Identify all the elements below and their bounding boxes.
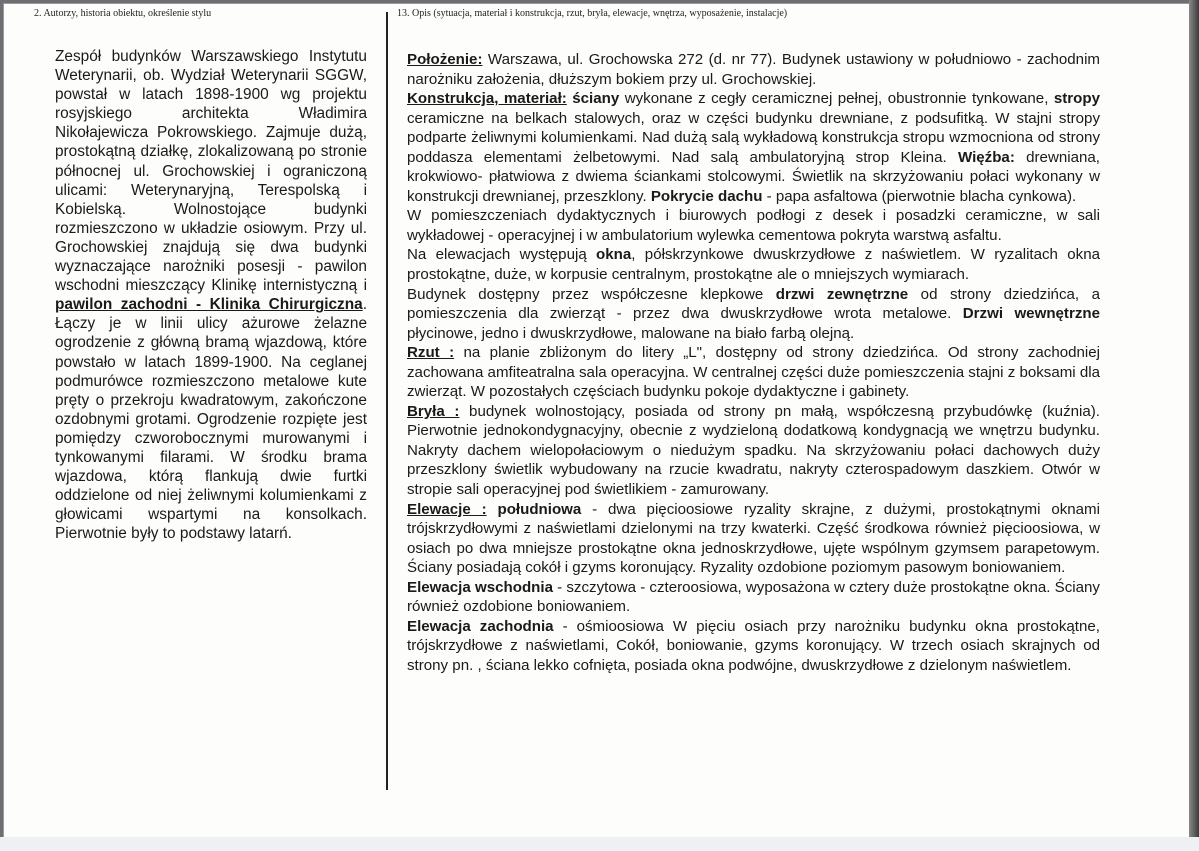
- description-column: [407, 50, 1100, 676]
- section-west-elevation: [407, 617, 1100, 676]
- windows-text: , półskrzynkowe dwuskrzydłowe z naświetlem. W ryzalitach okna prostokątne, duże, w korpusie centralnym, prostokątne ale o mniejszych wymiarach.: [407, 246, 1100, 284]
- label-construction: Konstrukcja, materiał:: [407, 90, 567, 108]
- history-text-a: Zespół budynków Warszawskiego Instytutu Weterynarii, ob. Wydział Weterynarii SGGW, powstał w latach 1898-1900 wg projektu rosyjskiego architekta Władimira Nikołajewicza Pokrowskiego. Zajmuje dużą, prostokątną działkę, zlokalizowaną po stronie północnej ul. Grochowskiej i ograniczoną ulicami: Weterynaryjną, Terespolską i Kobielską. Wolnostojące budynki rozmieszczono w układzie osiowym. Przy ul. Grochowskiej znajdują się dwa budynki wyznaczające narożniki posesji - pawilon wschodni mieszczący Klinikę internistyczną i: [55, 48, 367, 295]
- history-paragraph: [55, 47, 367, 543]
- section-floors: W pomieszczeniach dydaktycznych i biurowych podłogi z desek i posadzki ceramiczne, w sali wykładowej - operacyjnej i w ambulatorium wylewka cementowa pokryta warstwą asfaltu.: [407, 207, 1100, 244]
- section-east-elevation: [407, 578, 1100, 617]
- construction-text: - papa asfaltowa (pierwotnie blacha cynkowa).: [762, 187, 1077, 205]
- windows-text: Na elewacjach występują: [407, 246, 597, 264]
- term-ceilings: stropy: [1053, 90, 1100, 108]
- section-construction: [407, 89, 1100, 206]
- doors-text: płycinowe, jedno i dwuskrzydłowe, malowane na biało farbą olejną.: [407, 324, 855, 342]
- west-elevation-text: - ośmioosiowa W pięciu osiach przy narożniku budynku okna prostokątne, trójskrzydłowe z naświetlami, Cokół, boniowanie, gzyms koronujący. W trzech osiach skrajnych od strony pn. , ściana lekko cofnięta, posiada okna podwójne, dwuskrzydłowe z dzielonym naświetlem.: [407, 617, 1100, 674]
- term-windows: okna: [596, 246, 632, 264]
- history-text-b: . Łączy je w linii ulicy ażurowe żelazne ogrodzenie z główną bramą wjazdową, które powstało w latach 1899-1900. Na ceglanej podmurówce rozmieszczono metalowe kute pręty o przekroju kwadratowym, zakończone ozdobnymi grotami. Ogrodzenie rozpięte jest pomiędzy czworobocznymi murowanymi i tynkowanymi filarami. W środku brama wjazdowa, którą flankują dwie furtki oddzielone od niej żeliwnymi kolumienkami z głowicami wspartymi na konsolkach. Pierwotnie były to podstawy latarń.: [55, 296, 367, 543]
- term-roofing: Pokrycie dachu: [650, 187, 763, 205]
- section-massing: [407, 402, 1100, 500]
- plan-text: na planie zbliżonym do litery „L", dostępny od strony dziedzińca. Od strony zachodniej zachowana amfiteatralna sala operacyjna. W centralnej części duże pomieszczenia stajni z boksami dla zwierząt. W pozostałych częściach budynku pokoje dydaktyczne i gabinety.: [407, 344, 1100, 401]
- label-plan: Rzut :: [407, 344, 455, 362]
- label-west-elevation: Elewacja zachodnia: [407, 617, 554, 635]
- doors-text: od strony dziedzińca, a pomieszczenia dla zwierząt - przez dwa dwuskrzydłowe wrota metalowe.: [407, 285, 1100, 323]
- east-elevation-text: - szczytowa - czteroosiowa, wyposażona w cztery duże prostokątne okna. Ściany również ozdobione boniowaniem.: [407, 578, 1100, 616]
- construction-text: drewniana, krokwiowo- płatwiowa z dwiema ściankami stolcowymi. Świetlik na skrzyżowaniu połaci wykonany w konstrukcji drewnianej, przeszklony.: [407, 148, 1100, 205]
- section-header-description: 13. Opis (sytuacja, materiał i konstrukcja, rzut, bryła, elewacje, wnętrza, wyposażenie, instalacje): [397, 8, 788, 19]
- section-windows: [407, 245, 1100, 284]
- label-massing: Bryła :: [407, 402, 460, 420]
- section-doors: [407, 285, 1100, 344]
- label-east-elevation: Elewacja wschodnia: [407, 578, 553, 596]
- section-location: [407, 50, 1100, 89]
- massing-text: budynek wolnostojący, posiada od strony pn małą, współczesną przybudówkę (kuźnia). Pierwotnie jednokondygnacyjny, obecnie z wydzieloną dodatkową kondygnacją we wnętrzu budynku. Nakryty dachem wielopołaciowym o niedużym spadku. Na skrzyżowaniu połaci dachowych duży przeszklony świetlik wybudowany na rzucie kwadratu, nakryty czterospadowym daszkiem. Otwór w stropie sali operacyjnej pod świetlikiem - zamurowany.: [407, 402, 1100, 499]
- term-roof-truss: Więźba:: [957, 148, 1015, 166]
- label-location: Położenie:: [407, 51, 483, 68]
- location-text: Warszawa, ul. Grochowska 272 (d. nr 77). Budynek ustawiony w południowo - zachodnim narożniku założenia, dłuższym bokiem przy ul. Grochowskiej.: [407, 51, 1100, 88]
- history-column: [55, 47, 367, 543]
- highlight-west-pavilion: pawilon zachodni - Klinika Chirurgiczna: [55, 296, 363, 314]
- label-elevations: Elewacje :: [407, 500, 487, 518]
- term-south: południowa: [486, 500, 582, 518]
- doors-text: Budynek dostępny przez współczesne klepkowe: [407, 285, 776, 303]
- construction-text: ceramiczne na belkach stalowych, oraz w części budynku drewniane, z podsufitką. W stajni stropy podparte żeliwnymi kolumienkami. Nad dużą salą wykładową konstrukcja stropu wzmocniona od strony poddasza elementami żelbetowymi. Nad salą ambulatoryjną strop Kleina.: [407, 109, 1100, 166]
- section-plan: [407, 343, 1100, 402]
- term-walls: ściany: [572, 90, 620, 108]
- elevations-text: - dwa pięcioosiowe ryzality skrajne, z dużymi, prostokątnymi oknami trójskrzydłowymi z naświetlami dzielonymi na trzy kwaterki. Część środkowa również pięcioosiowa, w osiach po dwa mniejsze prostokątne okna jednoskrzydłowe, ujęte wspólnym gzymsem parapetowym. Ściany posiadają cokół i gzyms koronujący. Ryzality ozdobione poziomym pasowym boniowaniem.: [407, 500, 1100, 577]
- term-interior-doors: Drzwi wewnętrzne: [962, 305, 1100, 323]
- construction-text: wykonane z cegły ceramicznej pełnej, obustronnie tynkowane,: [619, 90, 1054, 108]
- scan-edge-right: [1189, 0, 1199, 851]
- scan-edge-bottom: [0, 837, 1199, 851]
- section-header-authors: 2. Autorzy, historia obiektu, określenie stylu: [34, 8, 212, 19]
- section-elevations: [407, 500, 1100, 578]
- term-exterior-doors: drzwi zewnętrzne: [775, 285, 909, 303]
- column-divider: [386, 12, 388, 790]
